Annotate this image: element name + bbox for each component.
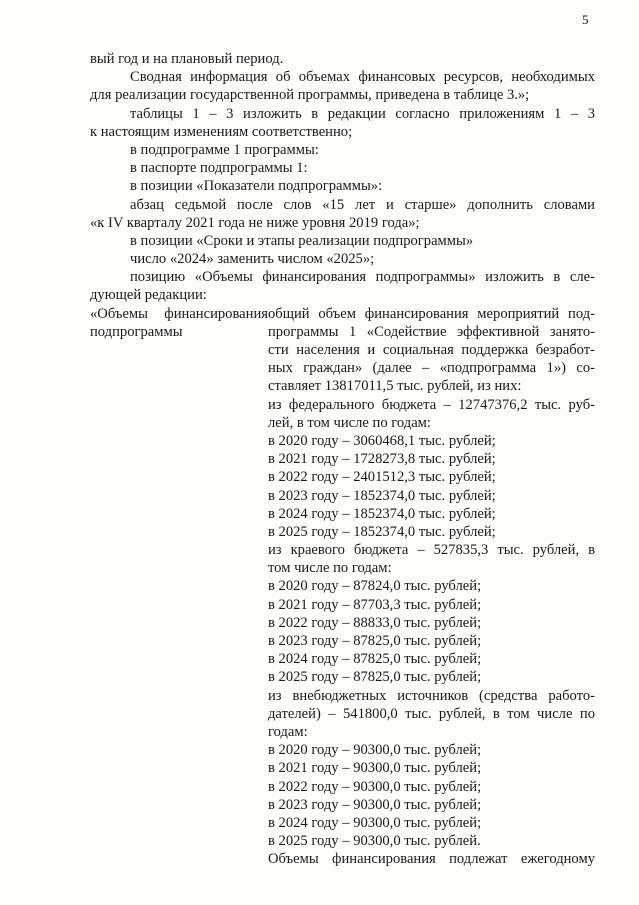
text-line: «к IV кварталу 2021 года не ниже уровня 2019 года»; [90,214,420,231]
text-line: в 2023 году – 90300,0 тыс. рублей; [268,796,482,813]
text-line: в 2021 году – 87703,3 тыс. рублей; [268,596,482,613]
text-line: для реализации государственной программы, приведена в таблице 3.»; [90,87,530,104]
document-body [90,50,595,868]
text-line: ных граждан» (далее – «подпрограмма 1») со- [268,360,595,377]
text-line: в 2020 году – 87824,0 тыс. рублей; [268,578,482,595]
text-line: из федерального бюджета – 12747376,2 тыс. руб- [268,396,595,413]
text-line: программы 1 «Содействие эффективной занято- [268,323,595,340]
text-line: в 2025 году – 87825,0 тыс. рублей; [268,669,482,686]
text-line: том числе по годам: [268,560,392,577]
text-line: в позиции «Сроки и этапы реализации подпрограммы» [130,232,474,249]
text-line: в 2020 году – 90300,0 тыс. рублей; [268,742,482,759]
text-line: таблицы 1 – 3 изложить в редакции согласно приложениям 1 – 3 [130,105,595,122]
text-line: Сводная информация об объемах финансовых ресурсов, необходимых [130,69,595,86]
text-line: в 2020 году – 3060468,1 тыс. рублей; [268,432,496,449]
text-line: в 2024 году – 90300,0 тыс. рублей; [268,814,482,831]
text-line: Объемы финансирования подлежат ежегодному [268,851,595,868]
text-line: общий объем финансирования мероприятий под- [268,305,595,322]
text-line: в 2023 году – 1852374,0 тыс. рублей; [268,487,496,504]
financing-table [90,305,595,869]
text-line: в 2023 году – 87825,0 тыс. рублей; [268,633,482,649]
text-line: позицию «Объемы финансирования подпрограммы» изложить в сле- [130,269,595,286]
text-line: число «2024» заменить числом «2025»; [130,251,375,268]
text-line: к настоящим изменениям соответственно; [90,123,353,140]
text-line: дателей) – 541800,0 тыс. рублей, в том числе по [268,705,595,722]
text-line: ставляет 13817011,5 тыс. рублей, из них: [268,378,522,395]
text-line: в 2025 году – 90300,0 тыс. рублей. [268,833,481,850]
text-line: абзац седьмой после слов «15 лет и старше» дополнить словами [130,196,595,213]
text-line: в 2021 году – 1728273,8 тыс. рублей; [268,451,496,468]
text-line: в 2025 году – 1852374,0 тыс. рублей; [268,523,496,540]
text-line: в 2022 году – 90300,0 тыс. рублей; [268,778,482,795]
text-line: из краевого бюджета – 527835,3 тыс. рублей, в [268,542,595,559]
text-line: в 2022 году – 2401512,3 тыс. рублей; [268,469,496,486]
text-line: сти населения и социальная поддержка безработ- [268,342,595,358]
text-line: лей, в том числе по годам: [268,414,431,431]
text-line: годам: [268,723,308,740]
text-line: вый год и на плановый период. [90,51,284,67]
text-line: в подпрограмме 1 программы: [130,141,319,158]
text-line: в паспорте подпрограммы 1: [130,160,308,177]
text-line: подпрограммы [90,323,183,340]
page-number: 5 [582,12,589,27]
text-line: в 2024 году – 87825,0 тыс. рублей; [268,651,482,668]
text-line: «Объемы финансирования [90,305,268,322]
financing-value-cell [268,305,595,869]
text-line: в позиции «Показатели подпрограммы»: [130,178,383,195]
text-line: дующей редакции: [90,287,207,304]
text-line: в 2021 году – 90300,0 тыс. рублей; [268,760,482,777]
financing-label-cell [90,305,268,869]
text-line: в 2024 году – 1852374,0 тыс. рублей; [268,505,496,522]
text-line: в 2022 году – 88833,0 тыс. рублей; [268,614,482,631]
text-line: из внебюджетных источников (средства работо- [268,687,595,704]
